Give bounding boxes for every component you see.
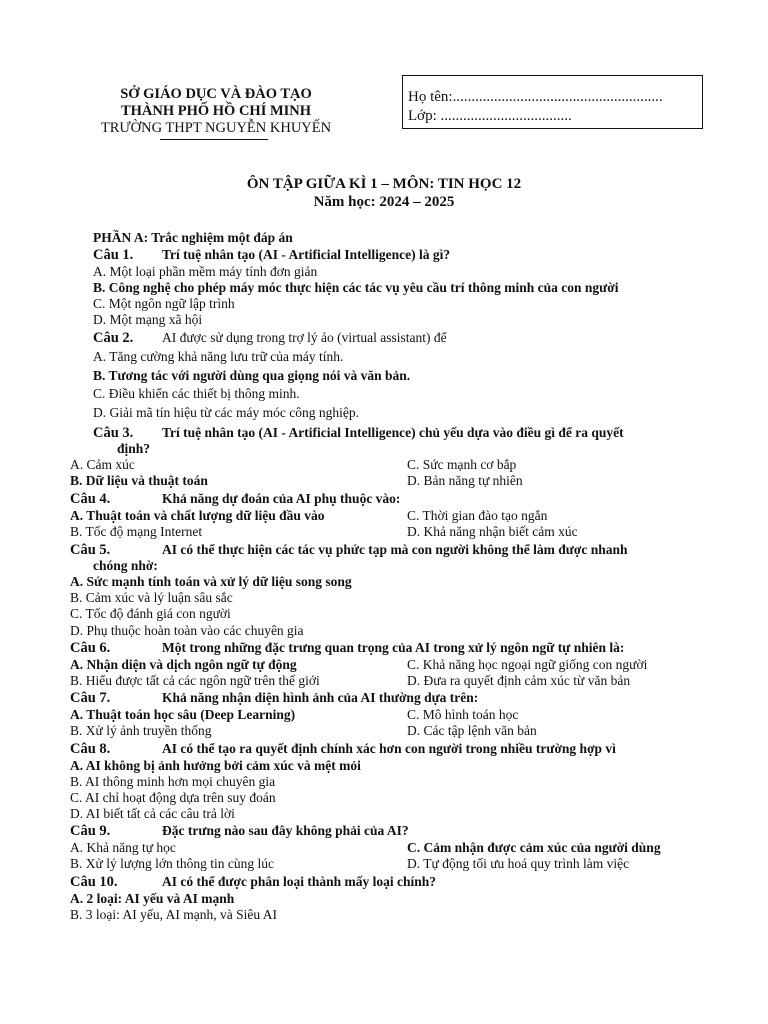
question-text: AI có thể tạo ra quyết định chính xác hơn con người trong nhiều trường hợp vì	[162, 741, 616, 756]
school-year: Năm học: 2024 – 2025	[313, 194, 455, 210]
question-number: Câu 6.	[70, 640, 111, 656]
option-a-correct: A. 2 loại: AI yếu và AI mạnh	[70, 891, 235, 906]
option-c-correct: C. Cảm nhận được cảm xúc của người dùng	[407, 840, 661, 855]
option-a-correct: A. AI không bị ảnh hưởng bởi cảm xúc và mệt mỏi	[70, 758, 361, 773]
question-text: AI có thể thực hiện các tác vụ phức tạp mà con người không thể làm được nhanh	[162, 542, 628, 557]
option-a: A. Tăng cường khả năng lưu trữ của máy tính.	[93, 349, 344, 364]
option-b-correct: B. Tương tác với người dùng qua giọng nói và văn bản.	[93, 368, 411, 383]
option-b: B. 3 loại: AI yếu, AI mạnh, và Siêu AI	[70, 907, 277, 922]
question-text: Trí tuệ nhân tạo (AI - Artificial Intelligence) chủ yếu dựa vào điều gì để ra quyết	[162, 425, 624, 440]
question-text: AI được sử dụng trong trợ lý ảo (virtual assistant) để	[162, 330, 447, 345]
question-text: Khả năng nhận diện hình ảnh của AI thường dựa trên:	[162, 690, 479, 705]
page-title: ÔN TẬP GIỮA KÌ 1 – MÔN: TIN HỌC 12	[246, 176, 522, 192]
option-c: C. AI chỉ hoạt động dựa trên suy đoán	[70, 790, 276, 805]
option-a-correct: A. Thuật toán học sâu (Deep Learning)	[70, 707, 296, 722]
option-a: A. Cảm xúc	[70, 457, 135, 472]
question-text: Đặc trưng nào sau đây không phải của AI?	[162, 823, 409, 838]
city-name: THÀNH PHỐ HỒ CHÍ MINH	[120, 103, 312, 119]
option-c: C. Điều khiển các thiết bị thông minh.	[93, 386, 300, 401]
option-b: B. Cảm xúc và lý luận sâu sắc	[70, 590, 233, 605]
option-c: C. Một ngôn ngữ lập trình	[93, 296, 235, 311]
option-c: C. Thời gian đào tạo ngắn	[407, 508, 548, 523]
option-b-correct: B. Dữ liệu và thuật toán	[70, 473, 208, 488]
option-d: D. Tự động tối ưu hoá quy trình làm việc	[407, 856, 630, 871]
option-a: A. Một loại phần mềm máy tính đơn giản	[93, 264, 318, 279]
question-text-cont: chóng nhờ:	[93, 558, 158, 573]
option-b: B. Xử lý lượng lớn thông tin cùng lúc	[70, 856, 275, 871]
option-d: D. AI biết tất cả các câu trả lời	[70, 806, 235, 821]
question-number: Câu 10.	[70, 874, 118, 890]
option-c: C. Sức mạnh cơ bắp	[407, 457, 517, 472]
question-number: Câu 4.	[70, 491, 111, 507]
question-number: Câu 9.	[70, 823, 111, 839]
option-d: D. Các tập lệnh văn bản	[407, 723, 537, 738]
question-text-cont: định?	[117, 441, 151, 456]
section-heading: PHẦN A: Trắc nghiệm một đáp án	[93, 230, 293, 245]
name-field: Họ tên:........................................................	[408, 89, 663, 105]
option-a: A. Khả năng tự học	[70, 840, 176, 855]
option-d: D. Một mạng xã hội	[93, 312, 203, 327]
question-number: Câu 1.	[93, 247, 134, 263]
option-c: C. Tốc độ đánh giá con người	[70, 606, 231, 621]
question-number: Câu 5.	[70, 542, 111, 558]
option-b: B. Hiểu được tất cả các ngôn ngữ trên thế giới	[70, 673, 320, 688]
option-d: D. Bản năng tự nhiên	[407, 473, 523, 488]
question-number: Câu 3.	[93, 425, 134, 441]
option-c: C. Mô hình toán học	[407, 707, 519, 722]
question-number: Câu 2.	[93, 330, 134, 346]
option-b: B. AI thông minh hơn mọi chuyên gia	[70, 774, 276, 789]
option-b: B. Xử lý ảnh truyền thống	[70, 723, 212, 738]
class-field: Lớp: ...................................	[408, 108, 572, 124]
question-number: Câu 8.	[70, 741, 111, 757]
option-a-correct: A. Nhận diện và dịch ngôn ngữ tự động	[70, 657, 297, 672]
option-b: B. Tốc độ mạng Internet	[70, 524, 203, 539]
question-text: Khả năng dự đoán của AI phụ thuộc vào:	[162, 491, 401, 506]
option-a-correct: A. Sức mạnh tính toán và xử lý dữ liệu song song	[70, 574, 352, 589]
student-info-box	[402, 75, 703, 129]
option-b-correct: B. Công nghệ cho phép máy móc thực hiện các tác vụ yêu cầu trí thông minh của con người	[93, 280, 619, 295]
question-text: Một trong những đặc trưng quan trọng của AI trong xử lý ngôn ngữ tự nhiên là:	[162, 640, 625, 655]
question-number: Câu 7.	[70, 690, 111, 706]
option-d: D. Phụ thuộc hoàn toàn vào các chuyên gia	[70, 623, 304, 638]
header-underline	[160, 139, 268, 140]
question-text: AI có thể được phân loại thành mấy loại chính?	[162, 874, 437, 889]
question-text: Trí tuệ nhân tạo (AI - Artificial Intelligence) là gì?	[162, 247, 451, 262]
option-c: C. Khả năng học ngoại ngữ giống con người	[407, 657, 648, 672]
school-header	[60, 86, 372, 137]
option-d: D. Đưa ra quyết định cảm xúc từ văn bản	[407, 673, 631, 688]
option-a-correct: A. Thuật toán và chất lượng dữ liệu đầu vào	[70, 508, 325, 523]
option-d: D. Khả năng nhận biết cảm xúc	[407, 524, 578, 539]
school-name: TRƯỜNG THPT NGUYỄN KHUYẾN	[100, 120, 332, 136]
dept-name: SỞ GIÁO DỤC VÀ ĐÀO TẠO	[120, 86, 312, 102]
option-d: D. Giải mã tín hiệu từ các máy móc công nghiệp.	[93, 405, 359, 420]
